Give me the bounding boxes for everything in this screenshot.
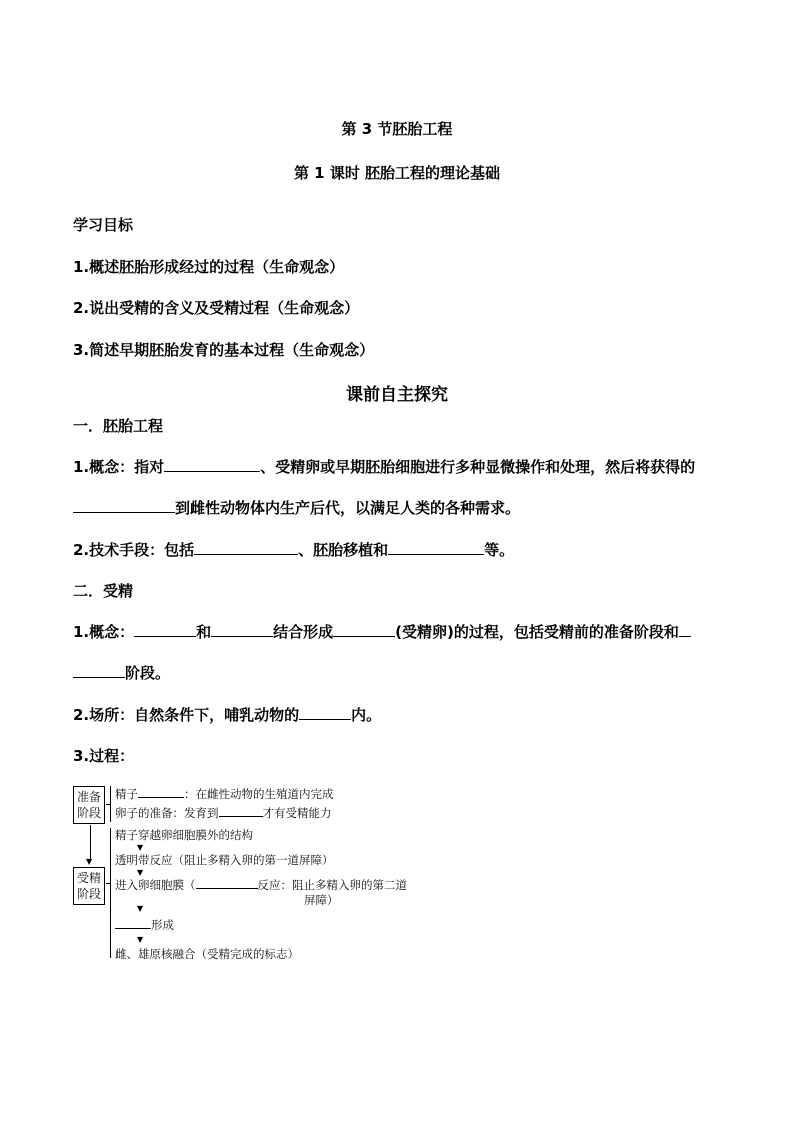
prep-stage-box: 准备 阶段 xyxy=(73,786,105,824)
arrow-down-icon: ▼ xyxy=(86,857,93,866)
arrow-down-icon: ▼ xyxy=(137,843,144,852)
lesson-title: 第 1 课时 胚胎工程的理论基础 xyxy=(293,164,501,182)
blank[interactable] xyxy=(299,705,351,720)
part1-tech-line: 2.技术手段：包括 、胚胎移植和 等。 xyxy=(73,541,515,559)
objective-item-1: 1.概述胚胎形成经过的过程（生命观念） xyxy=(73,258,345,276)
part2-process-label: 3.过程： xyxy=(73,747,135,765)
sperm-prep-text: 精子 ：在雌性动物的生殖道内完成 xyxy=(115,787,334,801)
blank[interactable] xyxy=(679,622,691,637)
brace-line xyxy=(110,828,111,958)
objectives-heading: 学习目标 xyxy=(73,216,134,234)
step-4-text: 形成 xyxy=(115,917,174,933)
part1-concept-line1: 1.概念：指对 、受精卵或早期胚胎细胞进行多种显微操作和处理，然后将获得的 xyxy=(73,458,696,476)
blank[interactable] xyxy=(333,622,395,637)
brace-tick xyxy=(106,883,110,884)
blank[interactable] xyxy=(388,540,484,555)
fert-stage-box: 受精 阶段 xyxy=(73,867,105,905)
connector-line xyxy=(90,825,91,861)
blank[interactable] xyxy=(196,877,258,889)
section-title: 第 3 节胚胎工程 xyxy=(341,120,453,138)
part1-concept-line2: 到雌性动物体内生产后代，以满足人类的各种需求。 xyxy=(73,497,520,518)
part2-heading: 二．受精 xyxy=(73,582,134,600)
step-2-text: 透明带反应（阻止多精入卵的第一道屏障） xyxy=(115,853,334,867)
objective-item-2: 2.说出受精的含义及受精过程（生命观念） xyxy=(73,299,360,317)
step-1-text: 精子穿越卵细胞膜外的结构 xyxy=(115,828,253,842)
blank[interactable] xyxy=(134,622,196,637)
part2-concept-line2: 阶段。 xyxy=(73,662,170,683)
arrow-down-icon: ▼ xyxy=(137,935,144,944)
objective-item-3: 3.简述早期胚胎发育的基本过程（生命观念） xyxy=(73,341,375,359)
step-5-text: 雌、雄原核融合（受精完成的标志） xyxy=(115,947,299,961)
blank[interactable] xyxy=(211,622,273,637)
blank[interactable] xyxy=(115,917,151,929)
preview-heading: 课前自主探究 xyxy=(346,385,448,405)
arrow-down-icon: ▼ xyxy=(137,868,144,877)
blank[interactable] xyxy=(73,663,125,678)
brace-line xyxy=(110,786,111,822)
egg-prep-text: 卵子的准备：发育到 才有受精能力 xyxy=(115,806,332,820)
part2-concept-line1: 1.概念： 和 结合形成 (受精卵)的过程，包括受精前的准备阶段和 xyxy=(73,621,691,642)
step-3-continued-text: 屏障） xyxy=(304,893,339,907)
brace-tick xyxy=(106,804,110,805)
part2-place-line: 2.场所：自然条件下，哺乳动物的 内。 xyxy=(73,706,382,724)
blank[interactable] xyxy=(164,457,260,472)
blank[interactable] xyxy=(138,786,184,798)
part1-heading: 一．胚胎工程 xyxy=(73,417,164,435)
blank[interactable] xyxy=(219,805,263,817)
blank[interactable] xyxy=(194,540,298,555)
arrow-down-icon: ▼ xyxy=(137,904,144,913)
blank[interactable] xyxy=(73,498,175,513)
step-3-text: 进入卵细胞膜（ 反应：阻止多精入卵的第二道 xyxy=(115,878,407,892)
